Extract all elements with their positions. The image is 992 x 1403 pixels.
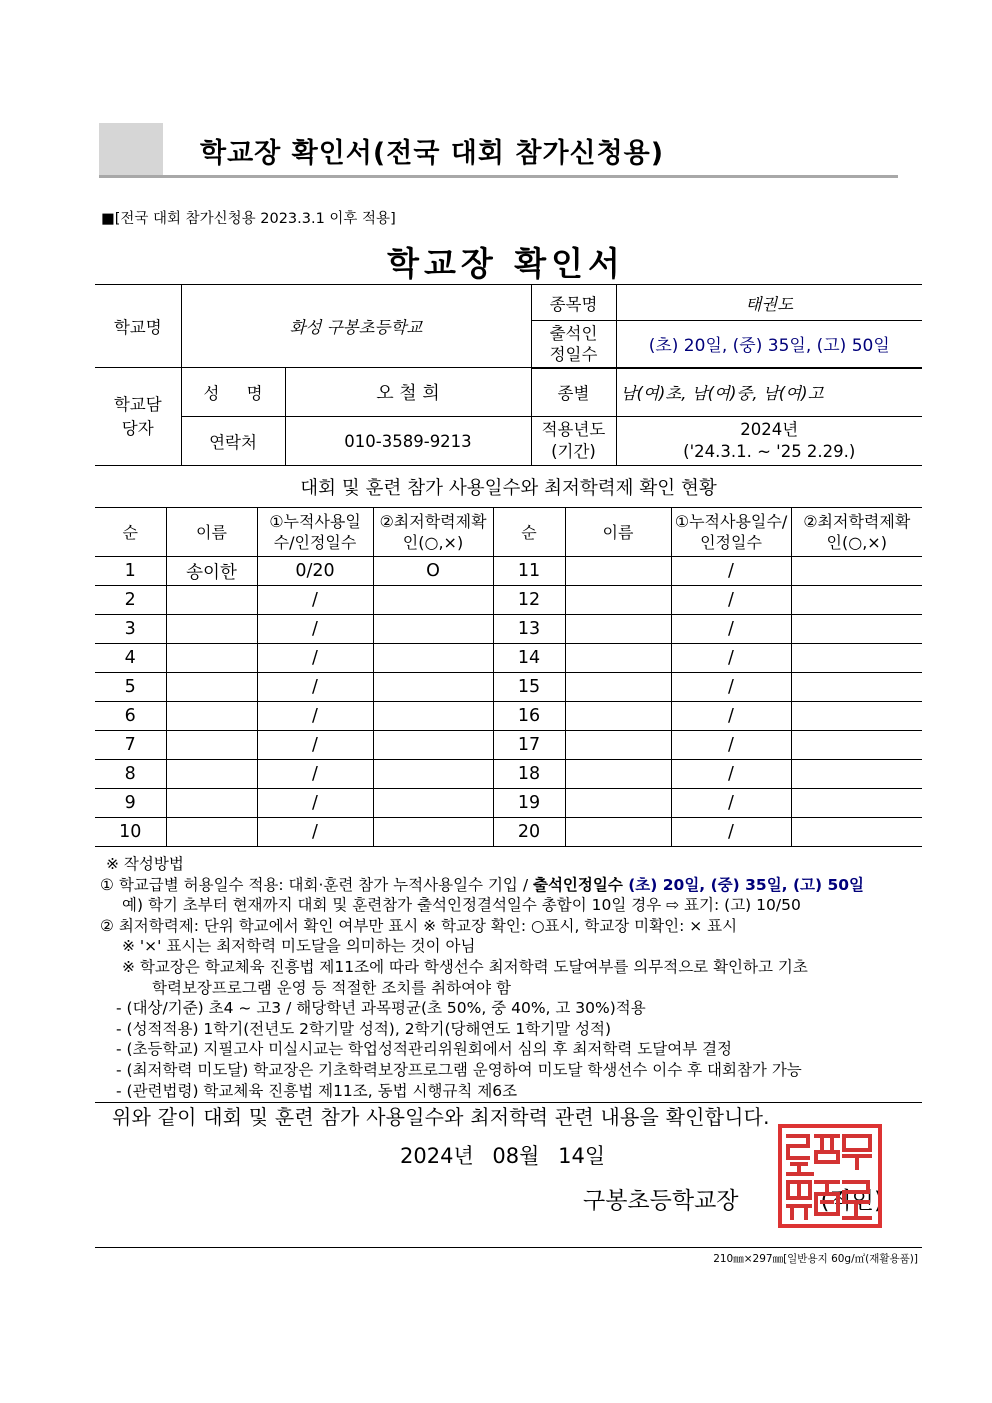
- row-no: 15: [493, 673, 565, 702]
- row-no: 14: [493, 644, 565, 673]
- principal-name: 구봉초등학교장: [583, 1188, 739, 1214]
- row-check: [373, 702, 493, 731]
- row-name: [565, 818, 671, 847]
- row-name: [565, 702, 671, 731]
- attendance-label: [531, 321, 616, 368]
- table-row: [95, 789, 922, 818]
- row-check: [791, 615, 922, 644]
- year-label-text: 적용년도(기간): [541, 420, 606, 461]
- row-check: [373, 644, 493, 673]
- row-name: [166, 731, 257, 760]
- category-label: 종별: [531, 368, 616, 417]
- row-days: /: [257, 818, 373, 847]
- school-info-table: [95, 284, 922, 466]
- row-days: /: [257, 760, 373, 789]
- instruction-line: - (관련법령) 학교체육 진흥법 제11조, 동법 시행규칙 제6조: [116, 1081, 518, 1100]
- row-check: [791, 644, 922, 673]
- table-row: [95, 731, 922, 760]
- row-name: [565, 557, 671, 586]
- row-days: /: [671, 673, 791, 702]
- row-check: [373, 731, 493, 760]
- staff-label-text: 학교담당자: [113, 394, 162, 438]
- row-no: 12: [493, 586, 565, 615]
- header-underline: [99, 175, 898, 178]
- row-name: [166, 615, 257, 644]
- row-check: [373, 760, 493, 789]
- row-check: [791, 586, 922, 615]
- row-no: 13: [493, 615, 565, 644]
- row-check: O: [373, 557, 493, 586]
- attendance-value: (초) 20일, (중) 35일, (고) 50일: [616, 321, 922, 368]
- table-row: [95, 644, 922, 673]
- row-check: [373, 673, 493, 702]
- col-check-right: [791, 508, 922, 557]
- row-days: /: [257, 673, 373, 702]
- attendance-label-text: 출석인정일수: [549, 323, 598, 364]
- instruction-line: - (성적적용) 1학기(전년도 2학기말 성적), 2학기(당해연도 1학기말 성적): [116, 1019, 612, 1038]
- row-days: /: [671, 760, 791, 789]
- row-days: /: [671, 615, 791, 644]
- col-days-left: [257, 508, 373, 557]
- row-no: 6: [95, 702, 166, 731]
- header-gray-box: [99, 123, 163, 177]
- official-seal: [778, 1124, 882, 1228]
- issue-date: [400, 1140, 605, 1170]
- col-days-left-text: ①누적사용일수/인정일수: [269, 512, 361, 552]
- row-no: 10: [95, 818, 166, 847]
- row-days: /: [257, 702, 373, 731]
- row-days: /: [671, 818, 791, 847]
- col-check-left: [373, 508, 493, 557]
- row-name: [565, 615, 671, 644]
- row-check: [791, 789, 922, 818]
- instruction-line: [100, 875, 930, 896]
- row-check: [791, 557, 922, 586]
- roster-table: [95, 507, 922, 847]
- applicability-note: ■[전국 대회 참가신청용 2023.3.1 이후 적용]: [101, 211, 396, 227]
- row-no: 20: [493, 818, 565, 847]
- col-days-right-text: ①누적사용일수/인정일수: [674, 512, 788, 552]
- col-check-right-text: ②최저학력제확인(○,×): [803, 512, 911, 552]
- row-name: 송이한: [166, 557, 257, 586]
- table-row: [95, 615, 922, 644]
- confirmation-statement: 위와 같이 대회 및 훈련 참가 사용일수와 최저학력 관련 내용을 확인합니다.: [112, 1105, 770, 1129]
- row-no: 9: [95, 789, 166, 818]
- instruction-line: - (대상/기준) 초4 ~ 고3 / 해당학년 과목평균(초 50%, 중 40%, 고 30%)적용: [116, 999, 646, 1018]
- date-year: 2024년: [400, 1144, 474, 1168]
- row-name: [565, 673, 671, 702]
- event-label: 종목명: [531, 285, 616, 321]
- year-value: 2024년: [740, 420, 799, 439]
- row-name: [166, 586, 257, 615]
- row-check: [791, 731, 922, 760]
- table-row: [95, 673, 922, 702]
- instruction-line: - (최저학력 미도달) 학교장은 기초학력보장프로그램 운영하여 미도달 학생선수 이수 후 대회참가 가능: [116, 1060, 802, 1079]
- instruction-bold: 출석인정일수: [532, 875, 629, 894]
- row-days: /: [257, 789, 373, 818]
- year-period: ('24.3.1. ~ '25 2.29.): [683, 442, 856, 461]
- school-name: 화성 구봉초등학교: [181, 285, 531, 368]
- instruction-text: ① 학교급별 허용일수 적용: 대회·훈련 참가 누적사용일수 기입 /: [100, 875, 533, 894]
- row-name: [565, 760, 671, 789]
- row-no: 7: [95, 731, 166, 760]
- row-name: [166, 644, 257, 673]
- row-name: [166, 789, 257, 818]
- date-month: 08월: [492, 1144, 540, 1168]
- row-check: [791, 702, 922, 731]
- row-days: /: [257, 644, 373, 673]
- paper-spec-footer: 210㎜×297㎜[일반용지 60g/㎡(재활용품)]: [713, 1253, 918, 1265]
- col-no-right: 순: [493, 508, 565, 557]
- seal-suffix: (직인): [820, 1188, 883, 1214]
- row-name: [166, 818, 257, 847]
- year-label: [531, 417, 616, 466]
- table-row: [95, 818, 922, 847]
- name-value: 오 철 희: [285, 368, 531, 417]
- row-days: /: [671, 586, 791, 615]
- year-value-cell: [616, 417, 922, 466]
- col-name-left: 이름: [166, 508, 257, 557]
- row-days: /: [257, 586, 373, 615]
- instruction-line: ※ '×' 표시는 최저학력 미도달을 의미하는 것이 아님: [122, 937, 476, 956]
- row-name: [166, 702, 257, 731]
- row-days: /: [671, 557, 791, 586]
- col-no-left: 순: [95, 508, 166, 557]
- instruction-highlight: (초) 20일, (중) 35일, (고) 50일: [628, 875, 865, 894]
- instruction-line: ※ 학교장은 학교체육 진흥법 제11조에 따라 학생선수 최저학력 도달여부를 의무적으로 확인하고 기초: [122, 957, 808, 976]
- school-label: 학교명: [95, 285, 181, 368]
- row-days: 0/20: [257, 557, 373, 586]
- col-days-right: [671, 508, 791, 557]
- row-name: [565, 586, 671, 615]
- name-label: 성 명: [181, 368, 285, 417]
- row-days: /: [671, 731, 791, 760]
- row-no: 3: [95, 615, 166, 644]
- row-no: 11: [493, 557, 565, 586]
- row-check: [373, 586, 493, 615]
- staff-label: [95, 368, 181, 466]
- bottom-line: [95, 1247, 922, 1248]
- seal-icon: [782, 1128, 878, 1224]
- row-name: [166, 673, 257, 702]
- instructions-heading: ※ 작성방법: [106, 855, 184, 873]
- instruction-line: 예) 학기 초부터 현재까지 대회 및 훈련참가 출석인정결석일수 총합이 10일 경우 ⇨ 표기: (고) 10/50: [122, 896, 801, 915]
- instruction-line: 학력보장프로그램 운영 등 적절한 조치를 취하여야 함: [152, 978, 511, 997]
- row-no: 17: [493, 731, 565, 760]
- section-title: 대회 및 훈련 참가 사용일수와 최저학력제 확인 현황: [300, 478, 717, 499]
- contact-label: 연락처: [181, 417, 285, 466]
- instructions: [100, 854, 930, 1101]
- row-check: [373, 615, 493, 644]
- header-title: 학교장 확인서(전국 대회 참가신청용): [200, 138, 665, 169]
- document-title: 학교장 확인서: [387, 244, 625, 283]
- row-name: [565, 731, 671, 760]
- table-row: [95, 702, 922, 731]
- contact-value: 010-3589-9213: [285, 417, 531, 466]
- row-check: [373, 818, 493, 847]
- row-check: [791, 818, 922, 847]
- row-name: [565, 644, 671, 673]
- row-no: 2: [95, 586, 166, 615]
- roster-body: [95, 557, 922, 847]
- instruction-line: - (초등학교) 지필고사 미실시교는 학업성적관리위원회에서 심의 후 최저학력 도달여부 결정: [116, 1040, 733, 1059]
- row-check: [791, 760, 922, 789]
- row-name: [166, 760, 257, 789]
- col-name-right: 이름: [565, 508, 671, 557]
- table-row: [95, 557, 922, 586]
- row-no: 4: [95, 644, 166, 673]
- row-no: 8: [95, 760, 166, 789]
- row-check: [373, 789, 493, 818]
- row-no: 5: [95, 673, 166, 702]
- row-name: [565, 789, 671, 818]
- table-row: [95, 760, 922, 789]
- row-no: 16: [493, 702, 565, 731]
- row-check: [791, 673, 922, 702]
- row-days: /: [671, 789, 791, 818]
- row-no: 18: [493, 760, 565, 789]
- row-no: 1: [95, 557, 166, 586]
- category-value: 남(여)초, 남(여)중, 남(여)고: [616, 368, 922, 417]
- date-day: 14일: [558, 1144, 606, 1168]
- instruction-line: ② 최저학력제: 단위 학교에서 확인 여부만 표시 ※ 학교장 확인: ○표시, 학교장 미확인: × 표시: [100, 916, 738, 935]
- row-days: /: [671, 644, 791, 673]
- event-value: 태권도: [616, 285, 922, 321]
- row-days: /: [257, 615, 373, 644]
- row-no: 19: [493, 789, 565, 818]
- table-row: [95, 586, 922, 615]
- col-check-left-text: ②최저학력제확인(○,×): [379, 512, 487, 552]
- row-days: /: [257, 731, 373, 760]
- row-days: /: [671, 702, 791, 731]
